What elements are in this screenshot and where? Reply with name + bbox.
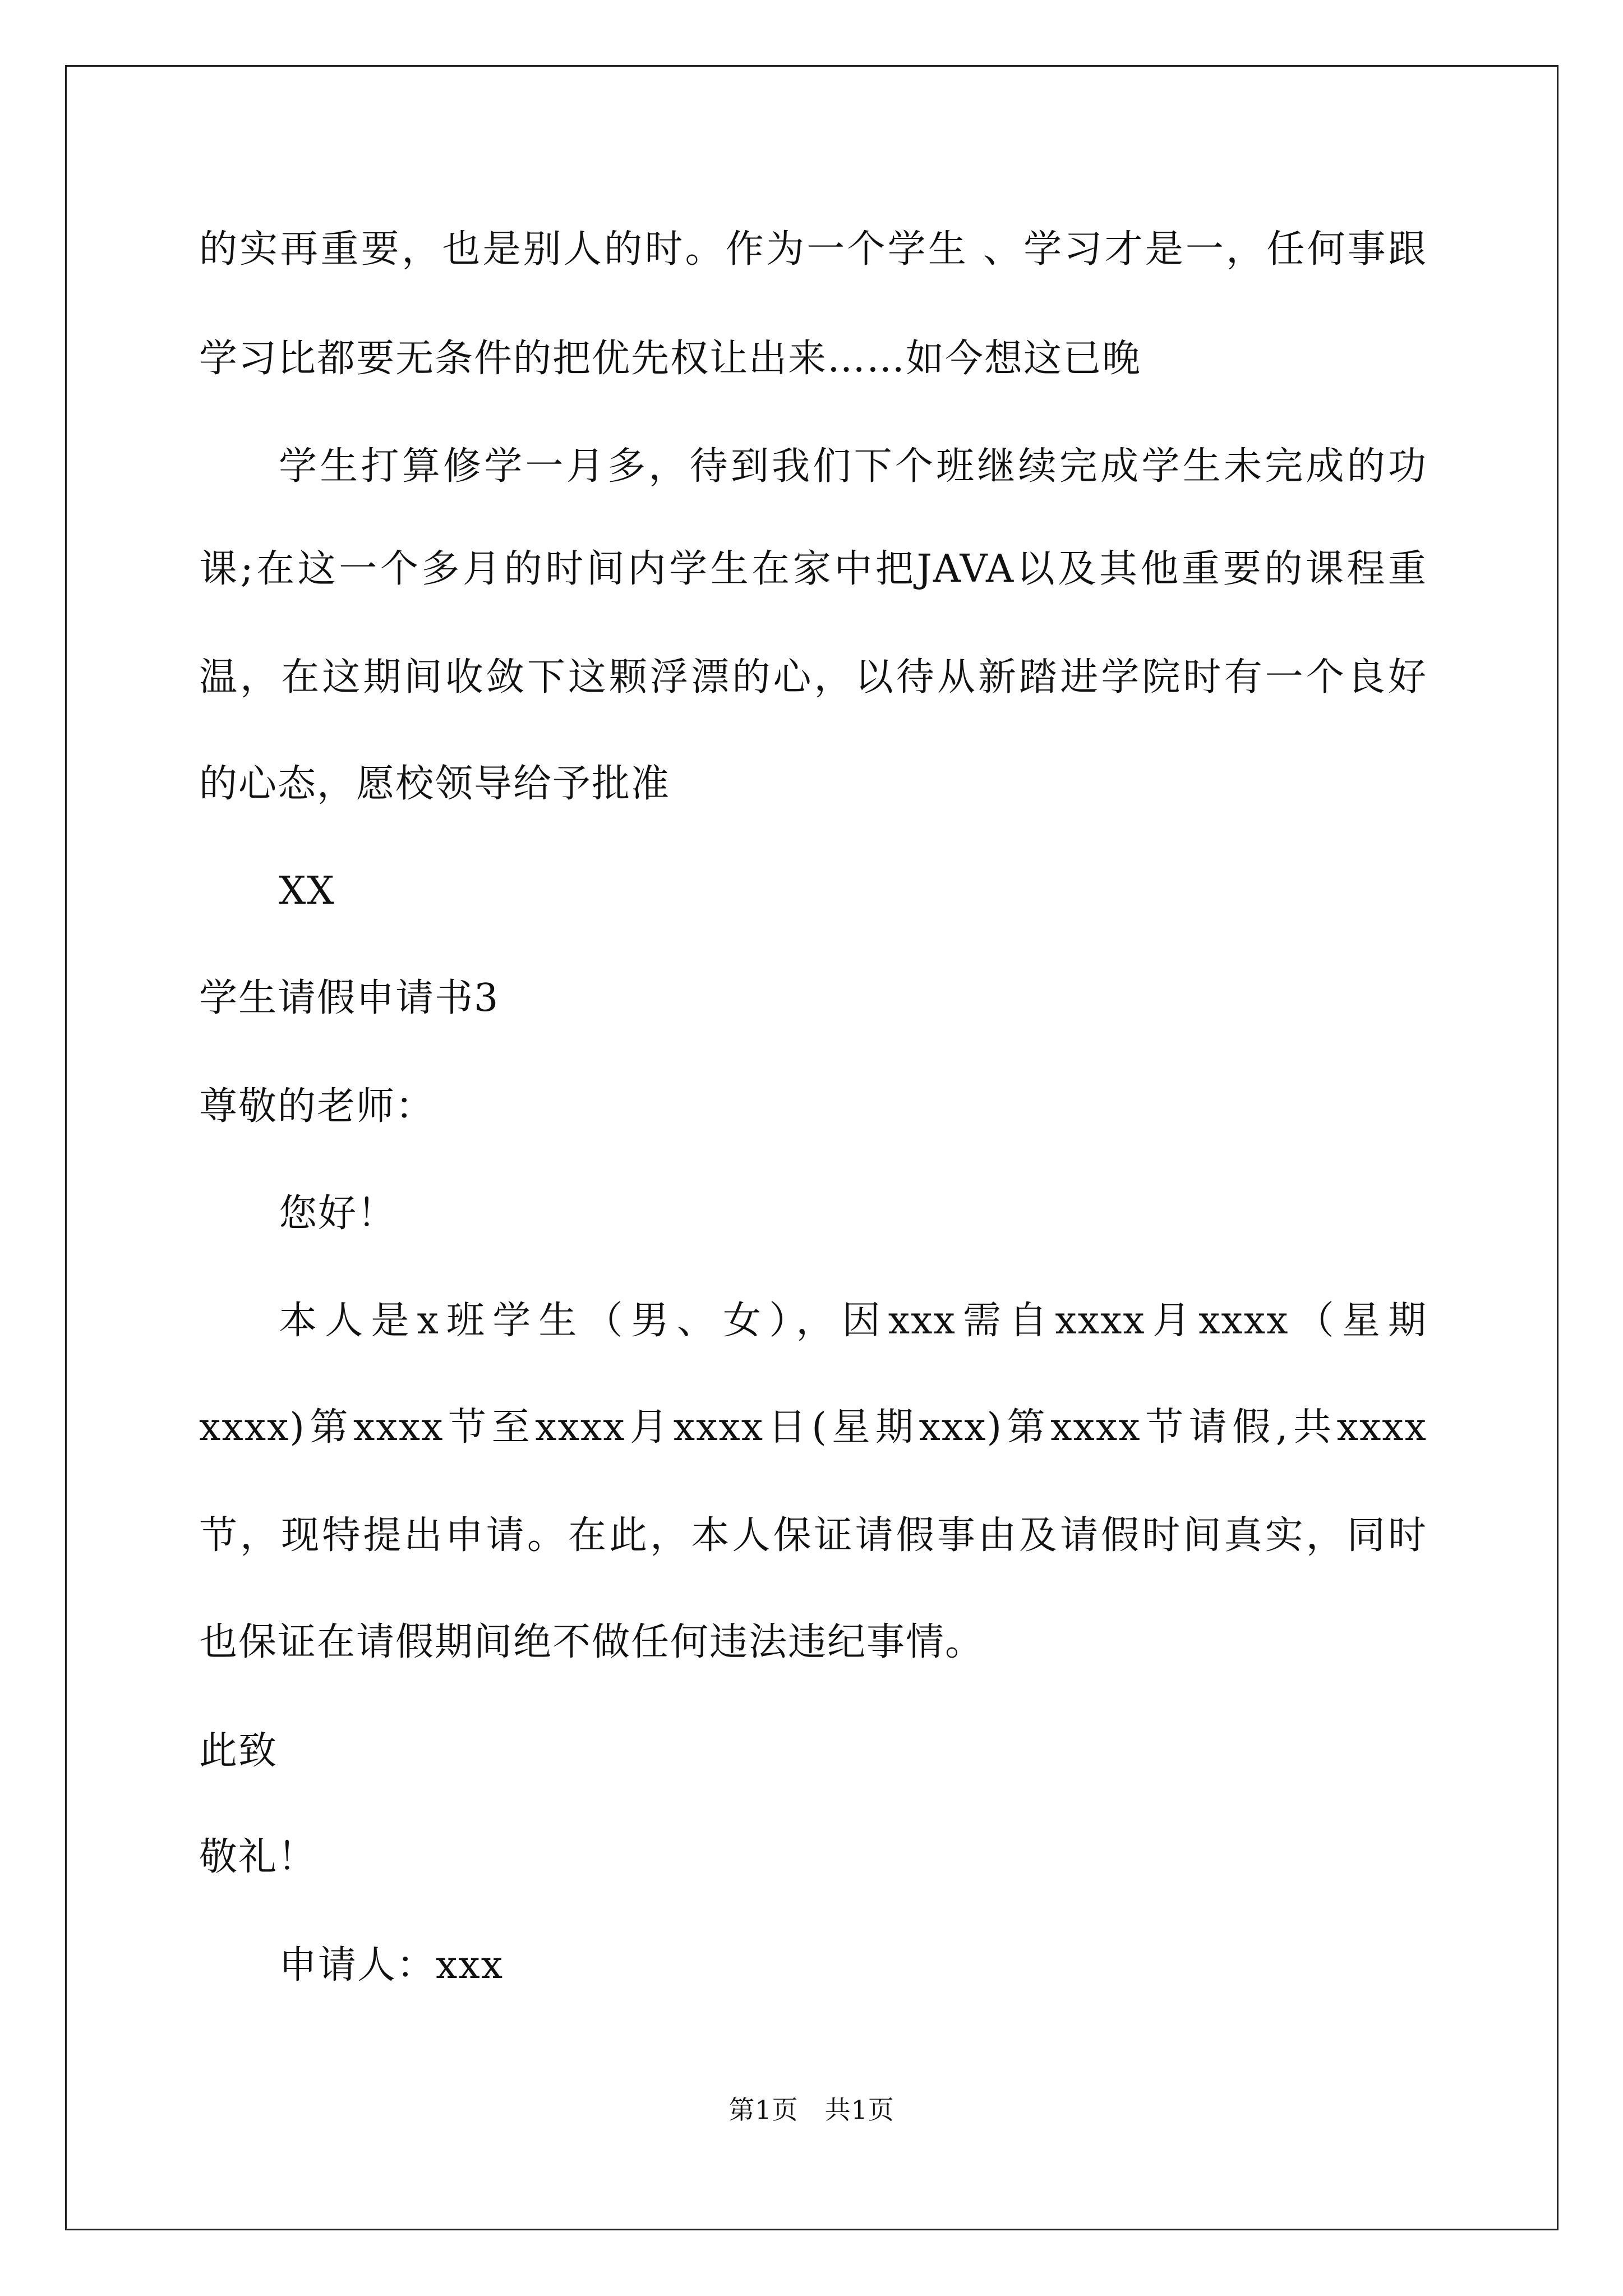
- body-line-2: 学习比都要无条件的把优先权让出来……如今想这已晚: [199, 337, 1142, 381]
- body-line-9: 节，现特提出申请。在此，本人保证请假事由及请假时间真实，同时: [199, 1513, 1427, 1558]
- greeting: 您好！: [279, 1191, 397, 1236]
- page-border: [65, 65, 1559, 2230]
- body-line-10: 也保证在请假期间绝不做任何违法违纪事情。: [199, 1620, 985, 1664]
- salutation: 尊敬的老师：: [199, 1084, 435, 1129]
- body-line-5: 温，在这期间收敛下这颗浮漂的心，以待从新踏进学院时有一个良好: [199, 655, 1427, 700]
- signature-placeholder: XX: [279, 869, 335, 913]
- body-line-8: xxxx)第xxxx节至xxxx月xxxx日(星期xxx)第xxxx节请假,共xxxx: [199, 1405, 1427, 1450]
- applicant-line: 申请人：xxx: [279, 1943, 504, 1987]
- body-line-3: 学生打算修学一月多，待到我们下个班继续完成学生未完成的功: [279, 444, 1427, 489]
- body-line-6: 的心态，愿校领导给予批准: [199, 762, 671, 806]
- body-line-7: 本人是x班学生（男、女），因xxx需自xxxx月xxxx（星期: [279, 1299, 1427, 1343]
- body-line-4: 课;在这一个多月的时间内学生在家中把JAVA以及其他重要的课程重: [199, 547, 1427, 591]
- closing-phrase: 此致: [199, 1729, 278, 1773]
- body-line-1: 的实再重要，也是别人的时。作为一个学生 、学习才是一，任何事跟: [199, 227, 1427, 272]
- section-title: 学生请假申请书3: [199, 976, 500, 1020]
- page-footer: 第1页 共1页: [728, 2095, 895, 2125]
- closing-salute: 敬礼！: [199, 1835, 317, 1879]
